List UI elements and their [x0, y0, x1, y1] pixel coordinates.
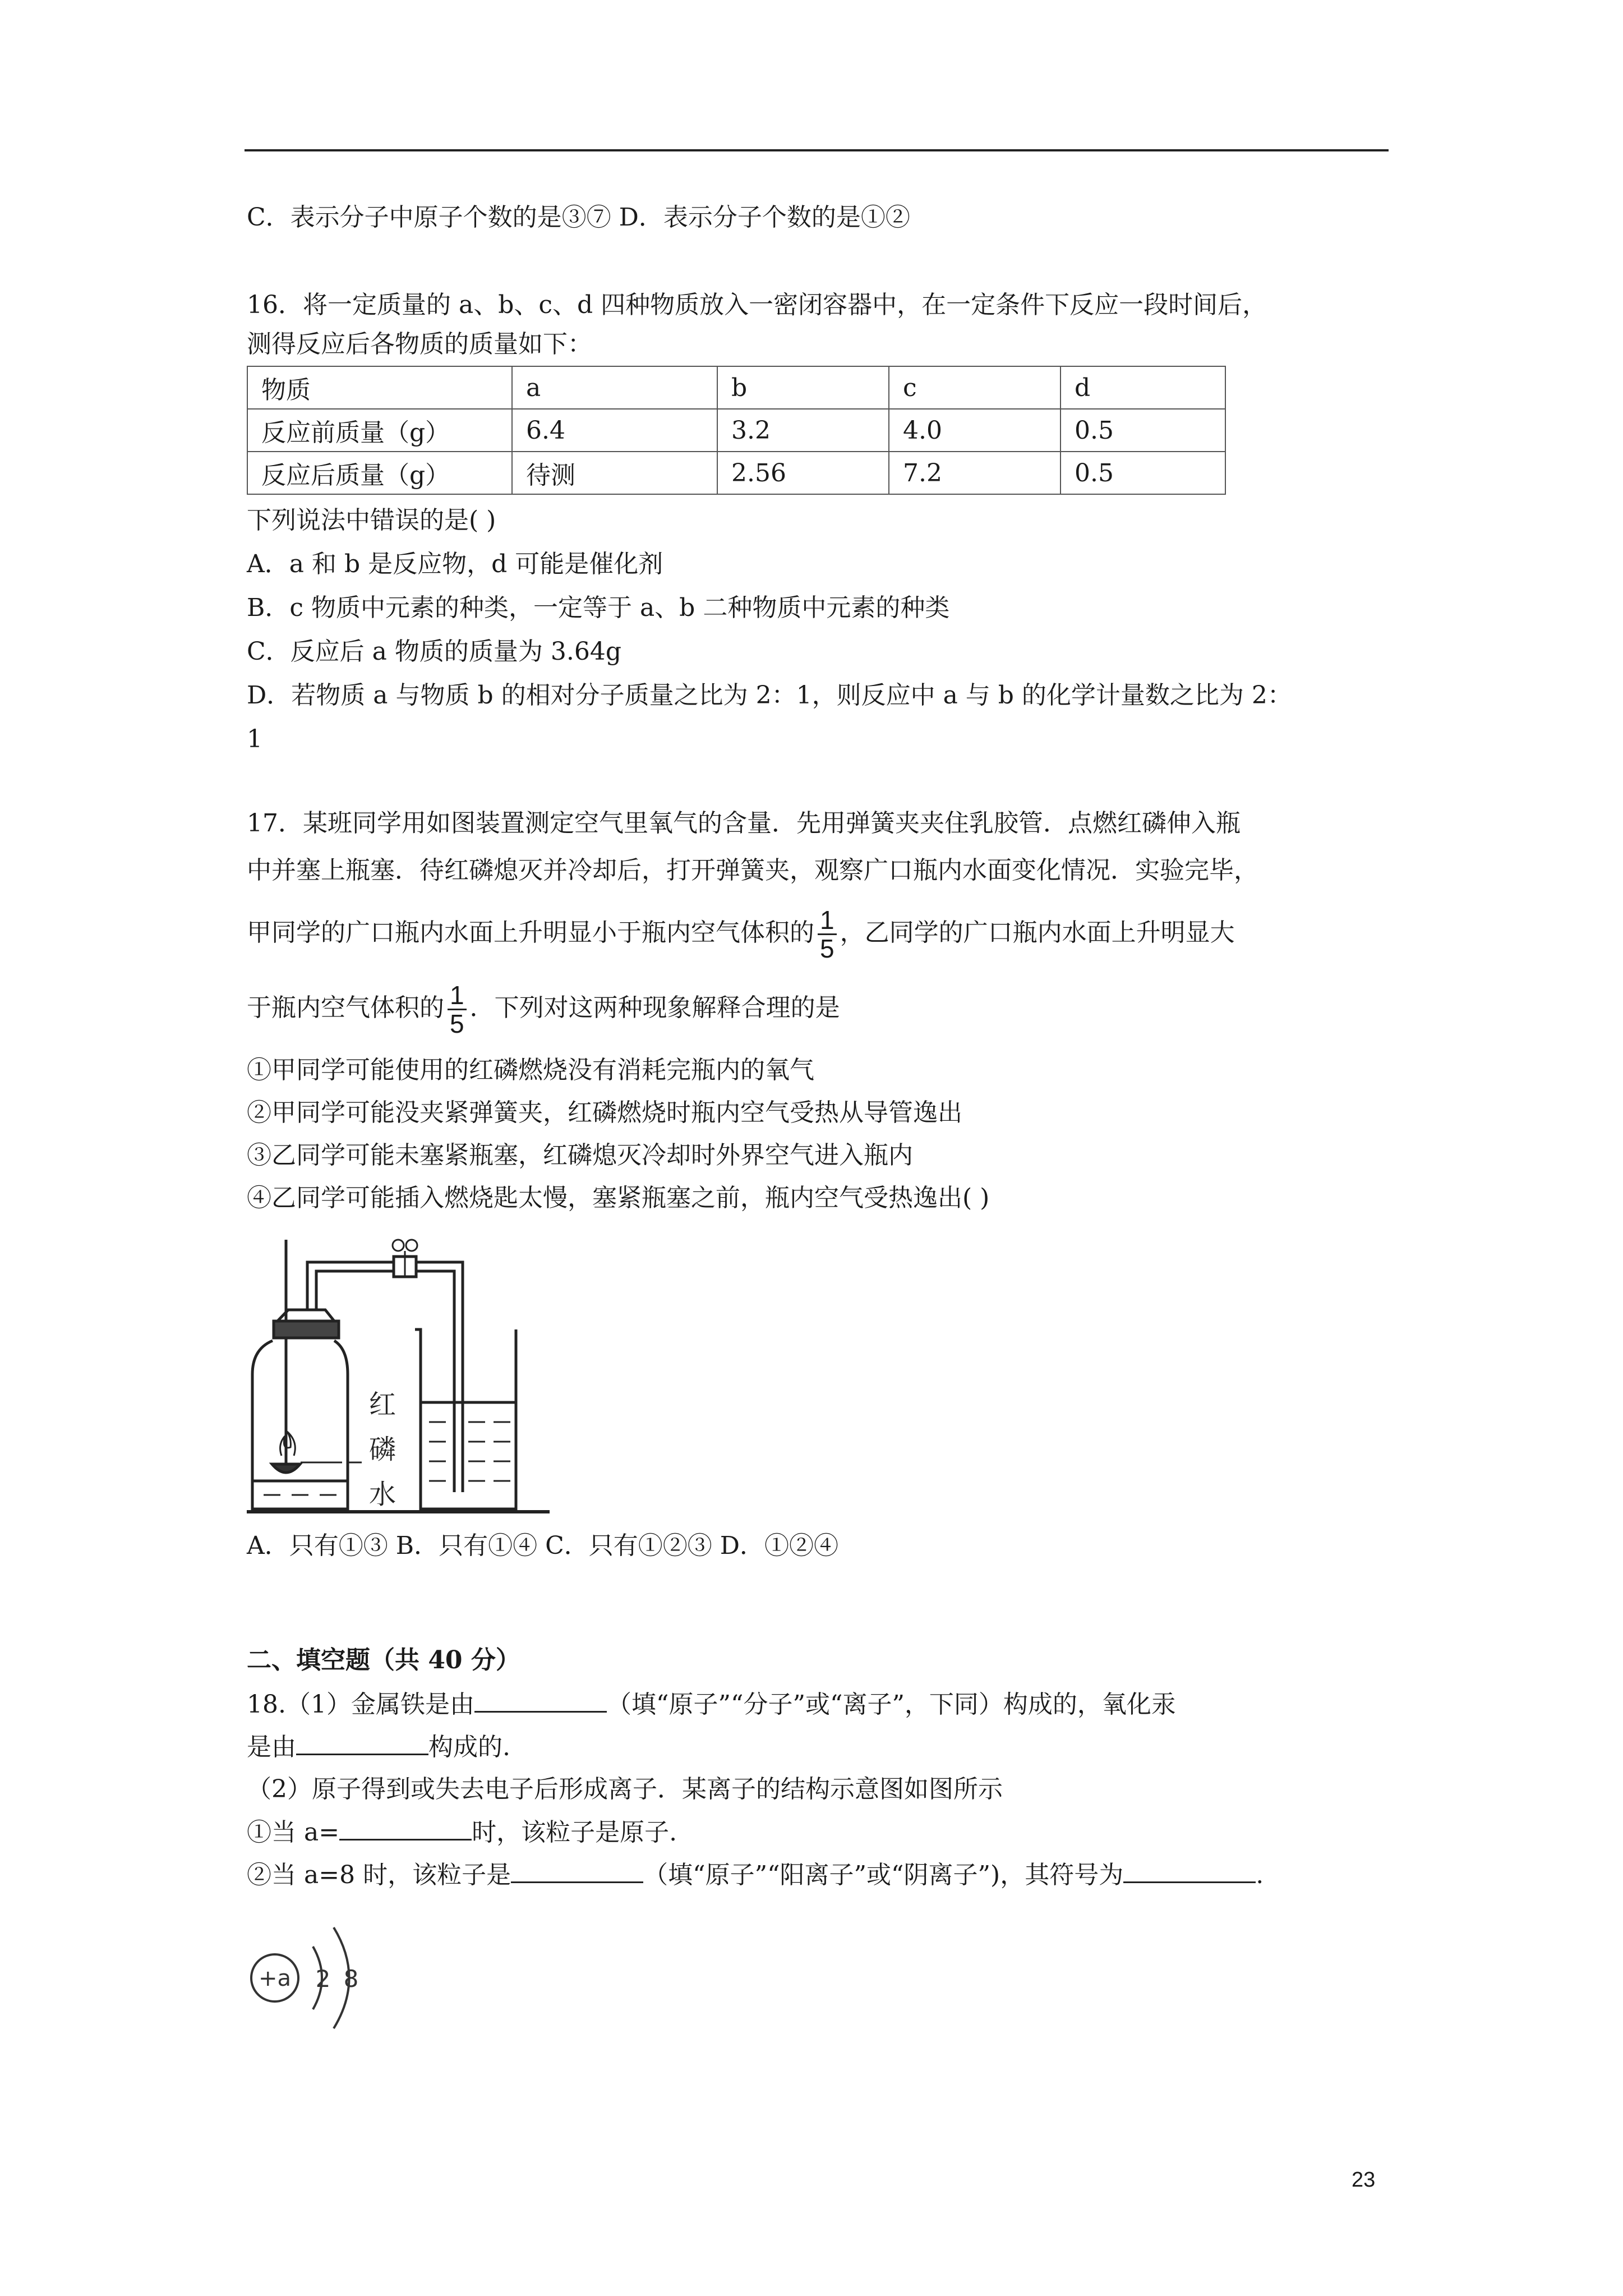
table-cell: 待测 [512, 452, 717, 494]
header-rule [245, 149, 1389, 151]
q18-line-5b: （填“原子”“阳离子”或“阴离子”)，其符号为 [643, 1861, 1124, 1889]
q18-line-1a: 18.（1）金属铁是由 [247, 1690, 474, 1719]
q16-option-a: A．a 和 b 是反应物，d 可能是催化剂 [247, 550, 663, 578]
q18-line-4b: 时，该粒子是原子. [472, 1818, 677, 1847]
fraction-numerator: 1 [818, 907, 837, 935]
figure-label-red: 红 [369, 1389, 396, 1420]
q17-stem-line-3 [247, 902, 1235, 964]
q17-stem-4a: 于瓶内空气体积的 [247, 993, 444, 1022]
q18-line-5 [247, 1859, 1264, 1891]
answer-blank[interactable] [339, 1816, 472, 1841]
q16-option-c: C．反应后 a 物质的质量为 3.64g [247, 637, 621, 666]
q17-statement-3: ③乙同学可能未塞紧瓶塞，红磷熄灭冷却时外界空气进入瓶内 [247, 1141, 913, 1170]
q16-mass-table [247, 366, 1226, 495]
figure-label-water: 水 [369, 1479, 396, 1510]
answer-blank[interactable] [474, 1688, 607, 1713]
flame-icon [280, 1432, 296, 1456]
q17-statement-4: ④乙同学可能插入燃烧匙太慢，塞紧瓶塞之前，瓶内空气受热逸出( ) [247, 1184, 990, 1212]
answer-blank[interactable] [296, 1731, 428, 1755]
ion-structure-diagram [247, 1912, 393, 2046]
q18-line-3: （2）原子得到或失去电子后形成离子．某离子的结构示意图如图所示 [247, 1775, 1003, 1803]
table-cell: 3.2 [717, 409, 889, 452]
table-cell: b [717, 366, 889, 409]
fraction-one-fifth [448, 982, 467, 1037]
q16-stem-line-1: 16．将一定质量的 a、b、c、d 四种物质放入一密闭容器中，在一定条件下反应一段时间后， [247, 291, 1267, 319]
q16-option-d: D．若物质 a 与物质 b 的相对分子质量之比为 2：1，则反应中 a 与 b 的化学计量数之比为 2： [247, 681, 1292, 710]
clip-handle [393, 1240, 404, 1251]
beaker [415, 1329, 516, 1509]
table-cell: 2.56 [717, 452, 889, 494]
q17-statement-1: ①甲同学可能使用的红磷燃烧没有消耗完瓶内的氧气 [247, 1056, 814, 1084]
q18-line-5a: ②当 a=8 时，该粒子是 [247, 1861, 511, 1889]
nucleus-charge: +a [258, 1966, 292, 1991]
q18-line-2a: 是由 [247, 1733, 296, 1761]
q18-line-1 [247, 1688, 1176, 1720]
table-cell: 0.5 [1061, 452, 1225, 494]
wide-mouth-bottle [252, 1341, 348, 1509]
q17-statement-2: ②甲同学可能没夹紧弹簧夹，红磷燃烧时瓶内空气受热从导管逸出 [247, 1098, 962, 1127]
q16-stem-line-2: 测得反应后各物质的质量如下： [247, 330, 592, 358]
q18-line-1b: （填“原子”“分子”或“离子”，下同）构成的，氧化汞 [606, 1690, 1176, 1719]
oxygen-experiment-apparatus-figure [247, 1228, 561, 1531]
q16-question: 下列说法中错误的是( ) [247, 506, 496, 535]
q18-line-2 [247, 1731, 510, 1763]
combustion-spoon [272, 1464, 300, 1473]
table-cell: 物质 [247, 366, 512, 409]
answer-blank[interactable] [1123, 1859, 1256, 1883]
q17-stem-line-4 [247, 977, 840, 1039]
q17-stem-4b: ．下列对这两种现象解释合理的是 [469, 993, 840, 1022]
q15-options-cd: C．表示分子中原子个数的是③⑦ D．表示分子个数的是①② [247, 203, 910, 232]
table-cell: 7.2 [889, 452, 1061, 494]
table-row [247, 409, 1225, 452]
fraction-numerator: 1 [448, 982, 467, 1010]
q18-line-4a: ①当 a= [247, 1818, 340, 1847]
answer-blank[interactable] [511, 1859, 643, 1883]
table-cell: a [512, 366, 717, 409]
q17-options: A．只有①③ B．只有①④ C．只有①②③ D．①②④ [247, 1531, 839, 1560]
q18-line-4 [247, 1816, 677, 1848]
table-cell: 反应前质量（g） [247, 409, 512, 452]
table-cell: 6.4 [512, 409, 717, 452]
q17-stem-line-1: 17．某班同学用如图装置测定空气里氧气的含量．先用弹簧夹夹住乳胶管．点燃红磷伸入瓶 [247, 809, 1241, 838]
table-cell: d [1061, 366, 1225, 409]
table-cell: 0.5 [1061, 409, 1225, 452]
q16-option-b: B．c 物质中元素的种类，一定等于 a、b 二种物质中元素的种类 [247, 593, 950, 622]
q17-stem-3b: ，乙同学的广口瓶内水面上升明显大 [840, 918, 1235, 947]
fraction-denominator: 5 [820, 934, 834, 963]
q18-line-5c: . [1256, 1861, 1264, 1889]
table-cell: 反应后质量（g） [247, 452, 512, 494]
q17-stem-3a: 甲同学的广口瓶内水面上升明显小于瓶内空气体积的 [247, 918, 814, 947]
shell-2-electrons: 8 [343, 1965, 359, 1993]
stopper-body [274, 1321, 339, 1338]
page-number: 23 [1352, 2168, 1376, 2192]
q16-option-d-continued: 1 [247, 725, 262, 753]
fraction-denominator: 5 [450, 1009, 464, 1038]
fraction-one-fifth [818, 907, 837, 962]
table-header-row [247, 366, 1225, 409]
shell-1-electrons: 2 [315, 1965, 331, 1993]
section-2-title: 二、填空题（共 40 分） [247, 1646, 520, 1674]
q17-stem-line-2: 中并塞上瓶塞．待红磷熄灭并冷却后，打开弹簧夹，观察广口瓶内水面变化情况．实验完毕， [247, 856, 1258, 885]
table-row [247, 452, 1225, 494]
q18-line-2b: 构成的. [428, 1733, 510, 1761]
table-cell: 4.0 [889, 409, 1061, 452]
figure-label-phosphorus: 磷 [369, 1434, 396, 1465]
table-cell: c [889, 366, 1061, 409]
